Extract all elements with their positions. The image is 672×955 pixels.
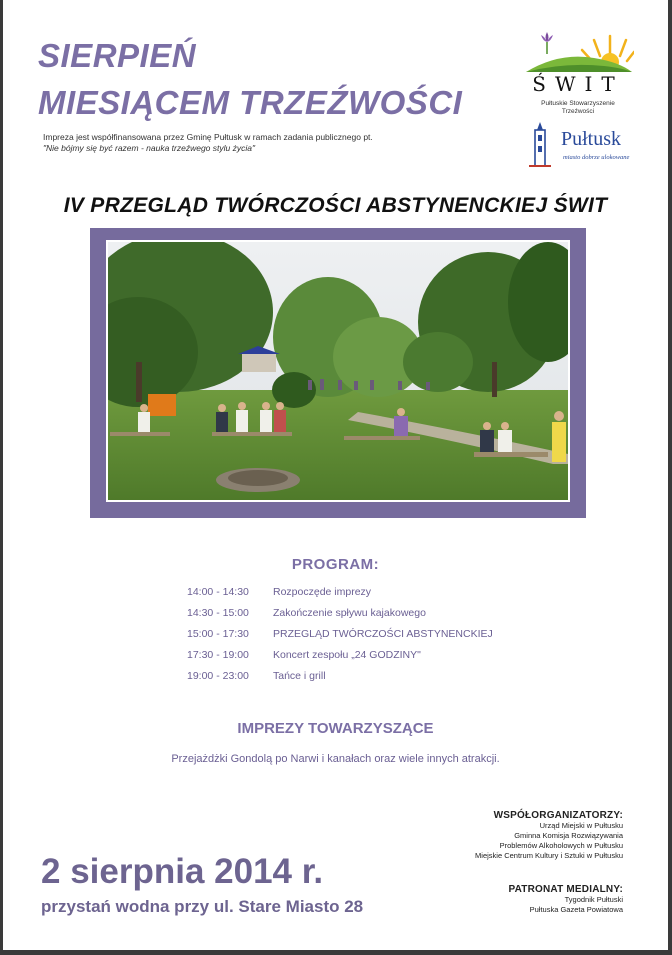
poster-title-line1: SIERPIEŃ xyxy=(38,37,197,74)
pultusk-logo-name: Pułtusk xyxy=(561,128,622,150)
schedule-activity: Rozpoczęde imprezy xyxy=(273,586,372,598)
program-schedule xyxy=(187,586,493,691)
schedule-row xyxy=(187,628,493,649)
coorganizer-item: Problemów Alkoholowych w Pułtusku xyxy=(499,841,623,850)
park-scene-image xyxy=(108,242,568,500)
cofinance-note xyxy=(43,132,373,154)
cofinance-text: Impreza jest współfinansowana przez Gminę Pułtusk w ramach zadania publicznego pt. xyxy=(43,132,373,142)
schedule-row xyxy=(187,586,493,607)
media-patronage-block xyxy=(393,884,623,915)
coorganizer-item: Miejskie Centrum Kultury i Sztuki w Pułtusku xyxy=(475,851,623,860)
schedule-row xyxy=(187,670,493,691)
schedule-time: 19:00 - 23:00 xyxy=(187,670,249,682)
swit-subtitle-line1: Pułtuskie Stowarzyszenie xyxy=(541,100,615,107)
swit-logo-subtitle xyxy=(524,100,632,116)
side-events-heading: IMPREZY TOWARZYSZĄCE xyxy=(237,720,434,737)
program-heading: PROGRAM: xyxy=(291,556,380,573)
coorganizers-block xyxy=(393,810,623,861)
park-photo xyxy=(106,240,570,502)
schedule-time: 14:00 - 14:30 xyxy=(187,586,249,598)
tower-icon xyxy=(525,122,555,170)
schedule-activity: PRZEGLĄD TWÓRCZOŚCI ABSTYNENCKIEJ xyxy=(273,628,493,640)
side-events-text: Przejażdżki Gondolą po Narwi i kanałach oraz wiele innych atrakcji. xyxy=(171,753,500,765)
schedule-time: 17:30 - 19:00 xyxy=(187,649,249,661)
coorganizer-item: Gminna Komisja Rozwiązywania xyxy=(514,831,623,840)
swit-sunrise-icon xyxy=(524,28,634,76)
event-title: IV PRZEGLĄD TWÓRCZOŚCI ABSTYNENCKIEJ ŚWIT xyxy=(63,194,608,217)
schedule-activity: Koncert zespołu „24 GODZINY" xyxy=(273,649,421,661)
pultusk-logo-tagline: miasto dobrze ulokowane xyxy=(563,154,630,161)
coorganizer-item: Urząd Miejski w Pułtusku xyxy=(539,821,623,830)
pultusk-logo xyxy=(525,122,643,170)
swit-subtitle-line2: Trzeźwości xyxy=(561,108,595,115)
poster-page xyxy=(3,0,668,950)
event-date: 2 sierpnia 2014 r. xyxy=(41,852,324,891)
schedule-row xyxy=(187,607,493,628)
schedule-activity: Tańce i grill xyxy=(273,670,326,682)
schedule-activity: Zakończenie spływu kajakowego xyxy=(273,607,426,619)
swit-logo-word: ŚWIT xyxy=(532,72,624,96)
media-patron-item: Tygodnik Pułtuski xyxy=(564,895,623,904)
schedule-row xyxy=(187,649,493,670)
media-patronage-heading: PATRONAT MEDIALNY: xyxy=(508,884,623,895)
coorganizers-heading: WSPÓŁORGANIZATORZY: xyxy=(493,810,623,821)
media-patron-item: Pułtuska Gazeta Powiatowa xyxy=(529,905,623,914)
schedule-time: 14:30 - 15:00 xyxy=(187,607,249,619)
project-motto: "Nie bójmy się być razem - nauka trzeźwego stylu życia" xyxy=(43,143,255,153)
event-place: przystań wodna przy ul. Stare Miasto 28 xyxy=(41,897,364,916)
poster-title-line2: MIESIĄCEM TRZEŹWOŚCI xyxy=(38,84,463,121)
photo-frame xyxy=(90,228,586,518)
swit-logo xyxy=(524,28,634,123)
schedule-time: 15:00 - 17:30 xyxy=(187,628,249,640)
